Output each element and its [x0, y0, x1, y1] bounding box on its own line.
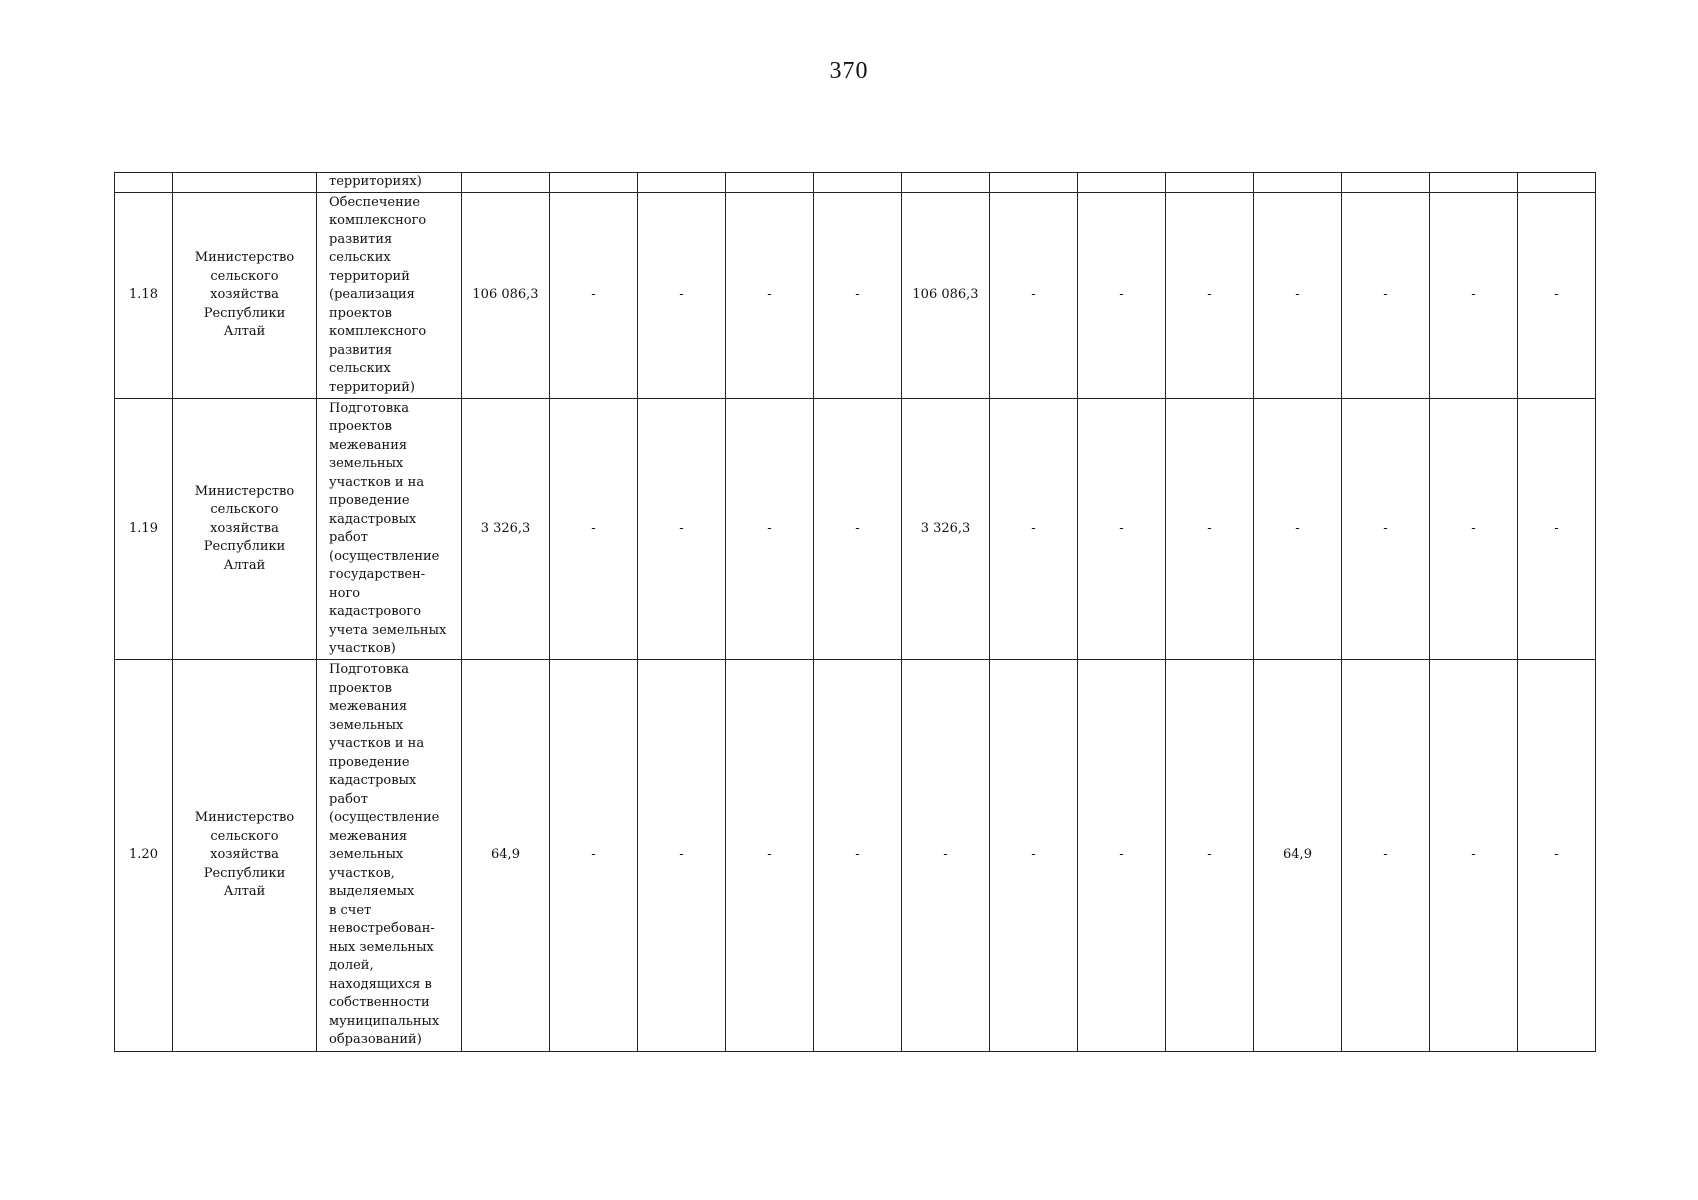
table-cell	[902, 173, 990, 193]
value-cell: -	[550, 660, 638, 1052]
value-cell: -	[990, 660, 1078, 1052]
table-cell	[638, 173, 726, 193]
value-cell: 64,9	[1254, 660, 1342, 1052]
table-cell	[1254, 173, 1342, 193]
value-cell: -	[550, 193, 638, 399]
value-cell: -	[902, 660, 990, 1052]
value-cell: -	[726, 660, 814, 1052]
value-cell: -	[1430, 399, 1518, 660]
continuation-text: территориях)	[317, 173, 462, 193]
value-cell: 106 086,3	[902, 193, 990, 399]
measure-description: Подготовка проектов межевания земельных участков и на проведение кадастровых работ (осуществление государствен- ного кадастрового учета земельных участков)	[317, 399, 462, 660]
value-cell: -	[1166, 399, 1254, 660]
table-row	[115, 660, 1596, 1052]
table-cell	[1430, 173, 1518, 193]
value-cell: -	[1342, 660, 1430, 1052]
value-cell: -	[1078, 193, 1166, 399]
row-number: 1.18	[115, 193, 173, 399]
value-cell: -	[726, 399, 814, 660]
table-cell	[1342, 173, 1430, 193]
table-row	[115, 399, 1596, 660]
value-cell: -	[1342, 193, 1430, 399]
value-cell: -	[1166, 660, 1254, 1052]
table-cell	[115, 173, 173, 193]
value-cell: -	[1078, 660, 1166, 1052]
value-cell: -	[1518, 193, 1596, 399]
value-cell: -	[814, 193, 902, 399]
table-cell	[1166, 173, 1254, 193]
responsible-org: Министерство сельского хозяйства Республики Алтай	[173, 660, 317, 1052]
value-cell: -	[638, 193, 726, 399]
table-cell	[814, 173, 902, 193]
value-cell: -	[1430, 193, 1518, 399]
value-cell: -	[726, 193, 814, 399]
responsible-org: Министерство сельского хозяйства Республики Алтай	[173, 193, 317, 399]
table-cell	[550, 173, 638, 193]
value-cell: -	[1430, 660, 1518, 1052]
value-cell: -	[1078, 399, 1166, 660]
value-cell: -	[1254, 399, 1342, 660]
value-cell: -	[990, 399, 1078, 660]
value-cell: -	[1254, 193, 1342, 399]
value-cell: -	[1518, 660, 1596, 1052]
table-cell	[726, 173, 814, 193]
row-number: 1.19	[115, 399, 173, 660]
table-cell	[462, 173, 550, 193]
value-cell: -	[1342, 399, 1430, 660]
responsible-org: Министерство сельского хозяйства Республики Алтай	[173, 399, 317, 660]
value-cell: -	[550, 399, 638, 660]
value-cell: 3 326,3	[462, 399, 550, 660]
table-cell	[1078, 173, 1166, 193]
row-number: 1.20	[115, 660, 173, 1052]
value-cell: -	[814, 399, 902, 660]
table-cell	[990, 173, 1078, 193]
table-cell	[173, 173, 317, 193]
page-number: 370	[829, 58, 869, 84]
value-cell: -	[814, 660, 902, 1052]
value-cell: -	[638, 399, 726, 660]
table-cell	[1518, 173, 1596, 193]
value-cell: 3 326,3	[902, 399, 990, 660]
value-cell: -	[638, 660, 726, 1052]
value-cell: -	[1166, 193, 1254, 399]
budget-table	[114, 172, 1596, 1052]
measure-description: Подготовка проектов межевания земельных участков и на проведение кадастровых работ (осуществление межевания земельных участков, выделяемых в счет невостребован- ных земельных долей, находящихся в собственности муниципальных образований)	[317, 660, 462, 1052]
continuation-row	[115, 173, 1596, 193]
value-cell: 106 086,3	[462, 193, 550, 399]
value-cell: -	[1518, 399, 1596, 660]
value-cell: -	[990, 193, 1078, 399]
measure-description: Обеспечение комплексного развития сельских территорий (реализация проектов комплексного развития сельских территорий)	[317, 193, 462, 399]
value-cell: 64,9	[462, 660, 550, 1052]
table-row	[115, 193, 1596, 399]
